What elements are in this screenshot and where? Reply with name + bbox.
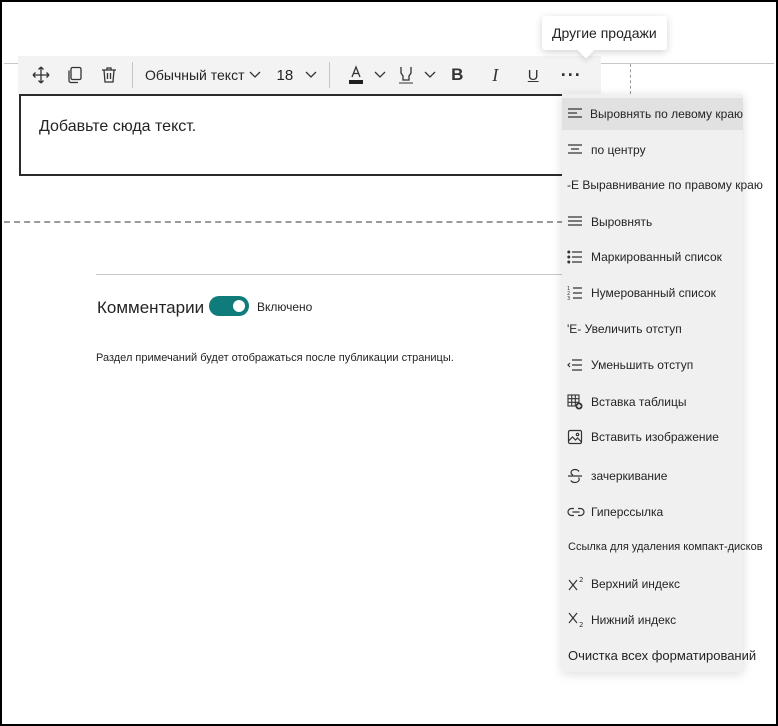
- comments-title: Комментарии: [97, 298, 205, 317]
- menu-item-numbered-list[interactable]: [562, 277, 743, 309]
- svg-text:2: 2: [567, 291, 571, 297]
- menu-item-insert-table[interactable]: [562, 386, 743, 418]
- menu-item-label: Вставка таблицы: [591, 395, 687, 409]
- editor-placeholder: Добавьте сюда текст.: [39, 118, 197, 135]
- menu-item-label: по центру: [591, 143, 646, 157]
- strikethrough-icon: [567, 468, 589, 484]
- comments-divider: [96, 274, 563, 275]
- trash-icon[interactable]: [92, 58, 126, 92]
- move-icon[interactable]: [24, 58, 58, 92]
- insert-table-icon: [567, 394, 589, 410]
- align-justify-icon: [567, 215, 589, 229]
- menu-item-label: зачеркивание: [591, 469, 668, 483]
- svg-text:2: 2: [579, 621, 584, 629]
- menu-item-justify[interactable]: [562, 206, 743, 238]
- align-center-icon: [567, 143, 589, 157]
- font-size-dropdown[interactable]: [277, 58, 322, 92]
- menu-item-label: Ссылка для удаления компакт-дисков: [568, 541, 763, 553]
- formatting-toolbar: [18, 56, 601, 94]
- comments-toggle[interactable]: [209, 296, 249, 316]
- toolbar-separator: [329, 62, 330, 88]
- more-options-tooltip: Другие продажи: [542, 16, 667, 50]
- menu-item-superscript[interactable]: [562, 568, 743, 600]
- text-style-value: Обычный текст: [145, 67, 245, 83]
- menu-item-strikethrough[interactable]: [562, 460, 743, 492]
- menu-item-label: Вставить изображение: [591, 430, 719, 444]
- menu-item-label: Гиперссылка: [591, 505, 664, 519]
- menu-item-label: Маркированный список: [591, 250, 722, 264]
- chevron-down-icon: [249, 71, 261, 79]
- svg-text:2: 2: [579, 576, 584, 584]
- menu-item-align-right[interactable]: [562, 170, 763, 200]
- underline-button[interactable]: U: [527, 66, 539, 84]
- section-divider: [4, 221, 563, 223]
- copy-icon[interactable]: [58, 58, 92, 92]
- toolbar-separator: [132, 62, 133, 88]
- svg-text:1: 1: [567, 286, 571, 292]
- menu-item-bullet-list[interactable]: [562, 241, 743, 273]
- menu-item-label: Очистка всех форматирований: [568, 647, 757, 663]
- section-boundary: [630, 64, 631, 94]
- menu-item-label: Выровнять по левому краю: [590, 107, 743, 121]
- superscript-icon: [567, 575, 589, 593]
- bold-button[interactable]: B: [451, 65, 464, 84]
- menu-item-clear-formatting[interactable]: [562, 640, 757, 670]
- chevron-down-icon[interactable]: [374, 71, 386, 79]
- menu-item-label: -Е Выравнивание по правому краю: [567, 178, 763, 192]
- numbered-list-icon: [567, 285, 589, 301]
- more-options-menu: [562, 94, 763, 672]
- menu-item-remove-link[interactable]: [562, 532, 763, 562]
- comments-toggle-label: Включено: [257, 300, 313, 314]
- italic-button[interactable]: I: [492, 64, 499, 85]
- chevron-down-icon: [305, 71, 317, 79]
- comments-note: Раздел примечаний будет отображаться после публикации страницы.: [96, 352, 454, 364]
- font-color-icon[interactable]: [342, 58, 370, 92]
- toggle-knob: [233, 300, 245, 312]
- menu-item-label: 'Е- Увеличить отступ: [567, 322, 682, 336]
- hyperlink-icon: [567, 506, 589, 518]
- menu-item-label: Нумерованный список: [591, 286, 716, 300]
- menu-item-decrease-indent[interactable]: [562, 349, 743, 381]
- menu-item-insert-image[interactable]: [562, 421, 743, 453]
- align-left-icon: [567, 107, 588, 121]
- bullet-list-icon: [567, 250, 589, 264]
- menu-item-hyperlink[interactable]: [562, 496, 743, 528]
- menu-item-label: Уменьшить отступ: [591, 358, 694, 372]
- highlight-icon[interactable]: [392, 58, 420, 92]
- text-style-dropdown[interactable]: [145, 58, 265, 92]
- menu-item-subscript[interactable]: [562, 604, 743, 636]
- menu-item-align-center[interactable]: [562, 134, 743, 166]
- menu-item-label: Верхний индекс: [591, 577, 680, 591]
- menu-item-label: Выровнять: [591, 215, 653, 229]
- svg-text:3: 3: [567, 296, 571, 301]
- menu-item-label: Нижний индекс: [591, 613, 677, 627]
- menu-item-align-left[interactable]: [562, 98, 743, 130]
- chevron-down-icon[interactable]: [424, 71, 436, 79]
- more-options-button[interactable]: ···: [560, 64, 582, 85]
- font-size-value: 18: [276, 66, 294, 84]
- menu-item-increase-indent[interactable]: [562, 313, 743, 345]
- text-editor[interactable]: [19, 94, 584, 176]
- insert-image-icon: [567, 429, 589, 445]
- decrease-indent-icon: [567, 358, 589, 372]
- subscript-icon: [567, 611, 589, 629]
